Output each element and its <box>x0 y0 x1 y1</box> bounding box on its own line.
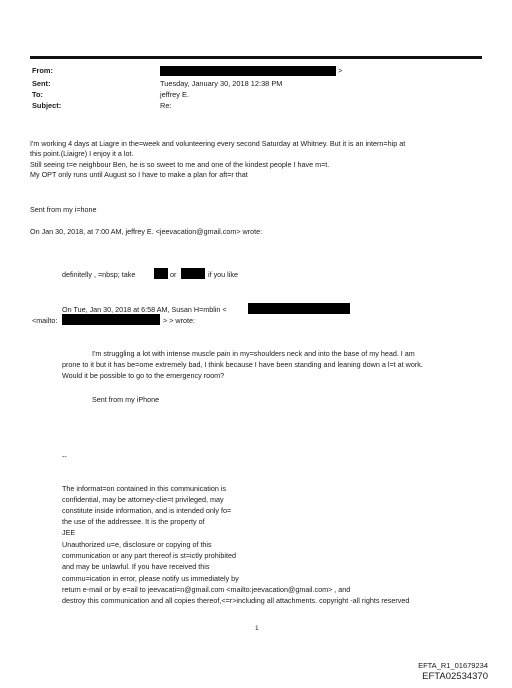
disclaimer-line: return e-mail or by e=ail to jeevacati=n@gmail.com <mailto:jeevacation@gmail.com> , and <box>62 585 351 594</box>
body-line: Still seeing t=e neighbour Ben, he is so sweet to me and one of the kindest people I have m=t. <box>30 160 330 169</box>
quote2-mailto-end: > > wrote: <box>163 316 195 325</box>
quote2-redaction-2 <box>62 314 160 325</box>
header-divider <box>30 56 482 59</box>
disclaimer-line: destroy this communication and all copies thereof,<=r>including all attachments. copyright -all rights reserved <box>62 596 410 605</box>
sent-from-signature: Sent from my i=hone <box>30 205 97 214</box>
quote2-line: prone to it but it has be=ome extremely bad, I think because I have been standing and leaning down a l=t at work. <box>62 360 423 369</box>
quote2-redaction-1 <box>248 303 350 314</box>
disclaimer-line: The informat=on contained in this communication is <box>62 484 226 493</box>
quote2-line: I'm struggling a lot with intense muscle pain in my=shoulders neck and into the base of my head. I am <box>92 349 415 358</box>
quote2-intro: On Tue, Jan 30, 2018 at 6:58 AM, Susan H=mblin < <box>62 305 227 314</box>
footer-id-1: EFTA_R1_01679234 <box>418 661 488 670</box>
to-label: To: <box>32 90 43 99</box>
body-line: I'm working 4 days at Liagre in the=week and volunteering every second Saturday at Whitney. But it is an intern=hip at <box>30 139 406 148</box>
disclaimer-line: Unauthorized u=e, disclosure or copying of this <box>62 540 212 549</box>
disclaimer-line: constitute inside information, and is intended only fo= <box>62 506 232 515</box>
from-redaction <box>160 66 336 76</box>
quote2-mailto-start: <mailto: <box>32 316 58 325</box>
body-line: this point.(Liaigre) I enjoy it a lot. <box>30 149 134 158</box>
disclaimer-line: confidential, may be attorney-clie=t privileged, may <box>62 495 224 504</box>
disclaimer-line: commu=ication in error, please notify us immediately by <box>62 574 239 583</box>
separator: -- <box>62 452 67 461</box>
subject-value: Re: <box>160 101 172 110</box>
from-suffix: > <box>338 66 343 75</box>
from-label: From: <box>32 66 53 75</box>
page-number: 1 <box>255 625 259 632</box>
disclaimer-line: the use of the addressee. It is the property of <box>62 517 205 526</box>
quote1-redaction-1 <box>154 268 168 279</box>
disclaimer-line: and may be unlawful. If you have received this <box>62 562 210 571</box>
quote1-text-start: definitelly , =nbsp; take <box>62 270 136 279</box>
footer-id-2: EFTA02534370 <box>422 671 488 682</box>
to-value: jeffrey E. <box>160 90 190 99</box>
quote-intro: On Jan 30, 2018, at 7:00 AM, jeffrey E. <jeevacation@gmail.com> wrote: <box>30 227 263 236</box>
sent-label: Sent: <box>32 79 51 88</box>
body-line: My OPT only runs until August so I have to make a plan for aft=r that <box>30 170 248 179</box>
quote2-line: Would it be possible to go to the emergency room? <box>62 371 225 380</box>
sent-value: Tuesday, January 30, 2018 12:38 PM <box>160 79 283 88</box>
quote1-redaction-2 <box>181 268 205 279</box>
quote1-text-mid: or <box>170 270 177 279</box>
quote1-text-end: if you like <box>208 270 238 279</box>
subject-label: Subject: <box>32 101 62 110</box>
disclaimer-line: JEE <box>62 528 76 537</box>
sent-from-signature-2: Sent from my iPhone <box>92 395 160 404</box>
disclaimer-line: communication or any part thereof is st=ictly prohibited <box>62 551 236 560</box>
